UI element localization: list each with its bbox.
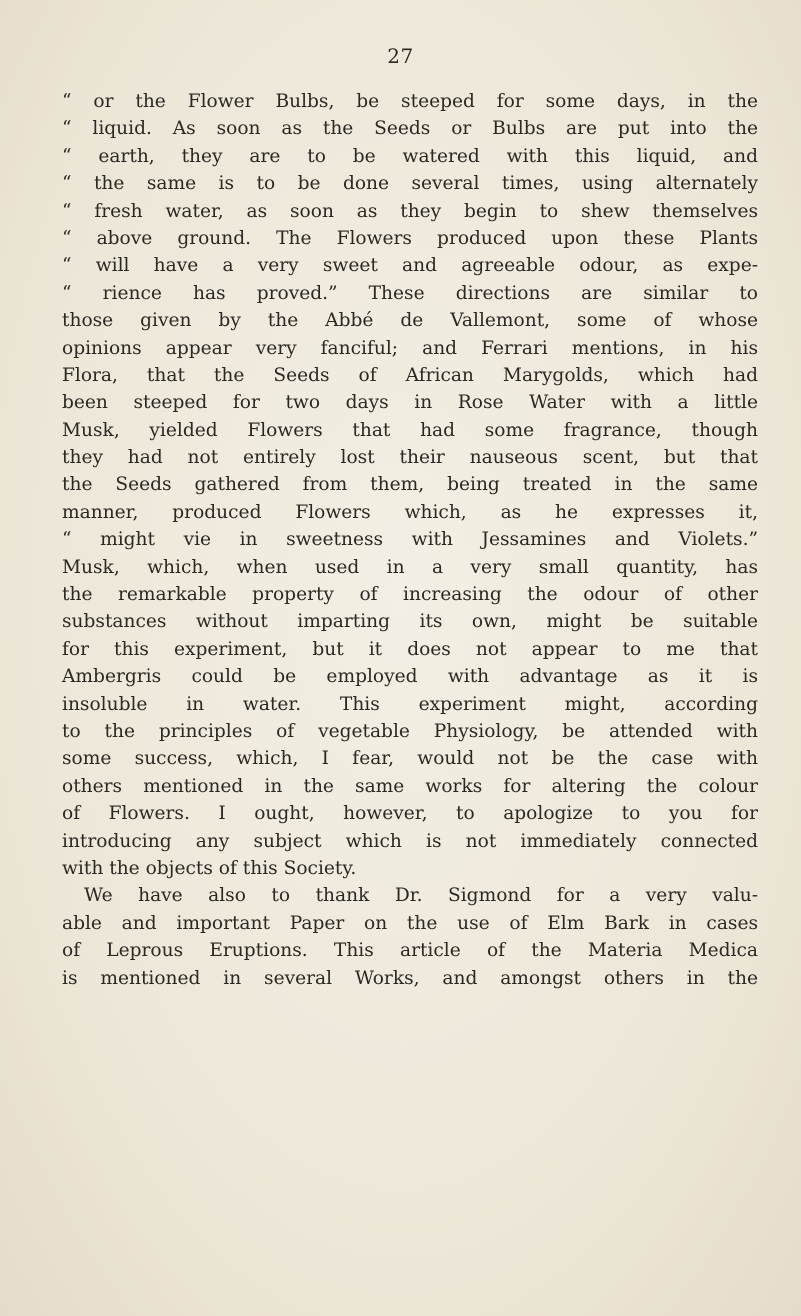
text-line: of Flowers. I ought, however, to apologize to you for bbox=[62, 803, 758, 825]
text-line: others mentioned in the same works for altering the colour bbox=[62, 775, 758, 797]
text-line: the Seeds gathered from them, being treated in the same bbox=[62, 474, 758, 496]
text-line: is mentioned in several Works, and amongst others in the bbox=[62, 967, 758, 989]
text-line: “ or the Flower Bulbs, be steeped for some days, in the bbox=[62, 91, 758, 112]
text-line: Musk, yielded Flowers that had some fragrance, though bbox=[62, 419, 758, 441]
text-line: of Leprous Eruptions. This article of the Materia Medica bbox=[62, 940, 758, 962]
text-line: “ liquid. As soon as the Seeds or Bulbs are put into the bbox=[62, 118, 758, 140]
page-number: 27 bbox=[387, 44, 414, 68]
text-line: Musk, which, when used in a very small quantity, has bbox=[62, 556, 758, 578]
text-line: to the principles of vegetable Physiology, be attended with bbox=[62, 720, 758, 742]
text-line: “ fresh water, as soon as they begin to shew themselves bbox=[62, 200, 758, 222]
text-line: “ earth, they are to be watered with this liquid, and bbox=[62, 145, 758, 167]
text-line: opinions appear very fanciful; and Ferrari mentions, in his bbox=[62, 337, 758, 359]
text-line: “ rience has proved.” These directions are similar to bbox=[62, 282, 758, 304]
text-line: “ the same is to be done several times, using alternately bbox=[62, 173, 758, 195]
text-line: the remarkable property of increasing the odour of other bbox=[62, 584, 758, 606]
text-line: manner, produced Flowers which, as he expresses it, bbox=[62, 501, 758, 523]
text-line: “ above ground. The Flowers produced upon these Plants bbox=[62, 227, 758, 249]
text-line: “ might vie in sweetness with Jessamines and Violets.” bbox=[62, 529, 758, 551]
body-text bbox=[62, 88, 758, 992]
text-line: for this experiment, but it does not appear to me that bbox=[62, 638, 758, 660]
text-line: “ will have a very sweet and agreeable odour, as expe- bbox=[62, 255, 758, 277]
text-line: those given by the Abbé de Vallemont, some of whose bbox=[62, 310, 758, 332]
text-line: introducing any subject which is not immediately connected bbox=[62, 830, 758, 852]
text-line-paragraph-end: with the objects of this Society. bbox=[62, 857, 357, 879]
text-line: Ambergris could be employed with advantage as it is bbox=[62, 666, 758, 688]
text-line: been steeped for two days in Rose Water with a little bbox=[62, 392, 758, 414]
text-line-paragraph-start: We have also to thank Dr. Sigmond for a very valu- bbox=[84, 885, 758, 907]
text-line: insoluble in water. This experiment might, according bbox=[62, 693, 758, 715]
text-line: Flora, that the Seeds of African Marygolds, which had bbox=[62, 364, 758, 386]
text-line: they had not entirely lost their nauseous scent, but that bbox=[62, 447, 758, 469]
text-line: some success, which, I fear, would not be the case with bbox=[62, 748, 758, 770]
text-line: substances without imparting its own, might be suitable bbox=[62, 611, 758, 633]
text-line: able and important Paper on the use of Elm Bark in cases bbox=[62, 912, 758, 934]
